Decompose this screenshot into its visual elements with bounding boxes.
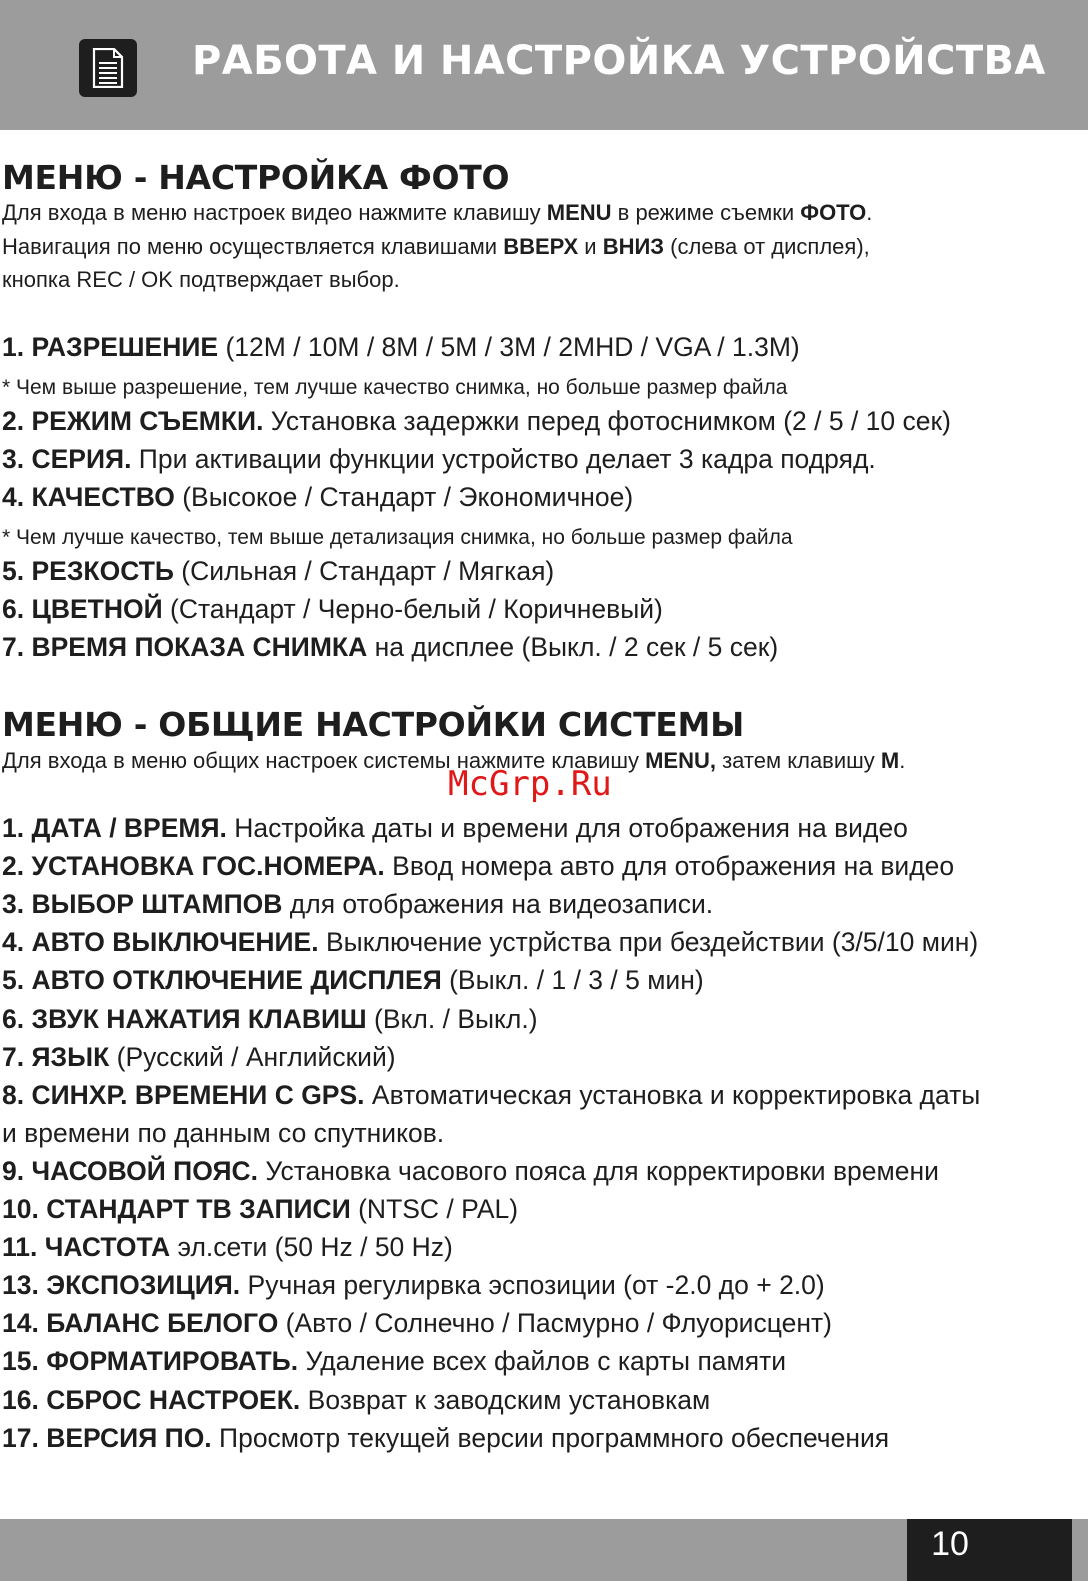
intro-text: .: [899, 748, 906, 773]
item-description: Ручная регулирвка эспозиции (от -2.0 до + 2.0): [240, 1270, 825, 1301]
item-description: для отображения на видеозаписи.: [282, 889, 714, 920]
item-description: Ввод номера авто для отображения на видео: [384, 851, 955, 882]
list-item: [2, 1156, 939, 1187]
item-label: ЦВЕТНОЙ: [31, 594, 163, 624]
list-item: [2, 594, 663, 625]
intro-keyword: M: [880, 748, 900, 773]
intro-text: Для входа в меню общих настроек системы нажмите клавишу: [2, 748, 646, 773]
intro-keyword: MENU,: [645, 748, 716, 773]
item-number: 15.: [2, 1346, 39, 1377]
intro-text: Навигация по меню осуществляется клавишами: [2, 233, 504, 259]
item-label: АВТО ВЫКЛЮЧЕНИЕ.: [31, 927, 319, 958]
item-description: эл.сети (50 Hz / 50 Hz): [170, 1232, 453, 1263]
list-item: [2, 406, 951, 437]
item-number: 17.: [2, 1422, 39, 1453]
item-description: (Выкл. / 1 / 3 / 5 мин): [441, 965, 704, 996]
item-number: 1.: [2, 332, 25, 362]
item-label: ФОРМАТИРОВАТЬ.: [46, 1346, 299, 1377]
list-item-continuation: и времени по данным со спутников.: [2, 1117, 445, 1148]
page-number-box: [907, 1519, 1072, 1581]
item-number: 6.: [2, 594, 25, 624]
list-item: [2, 1308, 832, 1339]
item-description: (Авто / Солнечно / Пасмурно / Флуорисцент): [278, 1308, 832, 1339]
item-description: (Вкл. / Выкл.): [366, 1003, 538, 1034]
list-item: [2, 851, 954, 882]
item-label: СИНХР. ВРЕМЕНИ С GPS.: [31, 1079, 365, 1110]
list-item: [2, 1423, 889, 1454]
intro-text: .: [866, 200, 873, 225]
list-item: [2, 1232, 453, 1263]
intro-keyword: ФОТО: [800, 200, 867, 225]
list-item: [2, 1042, 396, 1073]
item-label: ВРЕМЯ ПОКАЗА СНИМКА: [31, 632, 368, 662]
item-label: РЕЗКОСТЬ: [31, 556, 174, 586]
list-item: [2, 444, 876, 475]
item-description: Автоматическая установка и корректировка даты: [364, 1079, 981, 1110]
item-description: (NTSC / PAL): [350, 1194, 519, 1224]
item-number: 7.: [2, 632, 25, 662]
item-description: (Высокое / Стандарт / Экономичное): [174, 482, 634, 512]
item-label: ЯЗЫК: [31, 1041, 110, 1072]
list-item: [2, 889, 713, 920]
item-label: ЗВУК НАЖАТИЯ КЛАВИШ: [31, 1003, 367, 1034]
item-label: СЕРИЯ.: [31, 444, 132, 474]
intro-text: Для входа в меню настроек видео нажмите клавишу: [2, 200, 547, 225]
item-number: 3.: [2, 889, 25, 920]
item-label: ЧАСТОТА: [44, 1232, 171, 1263]
item-label: УСТАНОВКА ГОС.НОМЕРА.: [31, 851, 385, 882]
list-item: [2, 1270, 825, 1301]
item-label: АВТО ОТКЛЮЧЕНИЕ ДИСПЛЕЯ: [31, 965, 442, 996]
list-item: [2, 813, 908, 844]
item-description: Настройка даты и времени для отображения на видео: [226, 813, 908, 843]
list-item: [2, 556, 554, 587]
intro-text: и: [578, 233, 603, 259]
item-number: 7.: [2, 1041, 25, 1072]
item-number: 16.: [2, 1384, 39, 1415]
item-number: 5.: [2, 556, 25, 586]
list-item: [2, 482, 633, 513]
item-description: (Сильная / Стандарт / Мягкая): [173, 556, 555, 586]
item-description: При активации функции устройство делает 3 кадра подряд.: [131, 444, 876, 474]
page-number: 10: [931, 1525, 969, 1563]
item-number: 6.: [2, 1003, 25, 1034]
page-title: РАБОТА И НАСТРОЙКА УСТРОЙСТВА: [192, 38, 1046, 84]
item-number: 1.: [2, 813, 25, 843]
item-label: ДАТА / ВРЕМЯ.: [31, 813, 227, 843]
item-number: 9.: [2, 1155, 25, 1186]
intro-keyword: ВНИЗ: [602, 233, 665, 259]
list-item: [2, 1194, 518, 1225]
item-label: ЭКСПОЗИЦИЯ.: [46, 1270, 241, 1301]
item-number: 14.: [2, 1308, 39, 1339]
list-item: [2, 1385, 710, 1416]
item-label: СТАНДАРТ ТВ ЗАПИСИ: [46, 1194, 351, 1224]
photo-menu-title: МЕНЮ - НАСТРОЙКА ФОТО: [2, 158, 510, 197]
item-label: КАЧЕСТВО: [31, 482, 175, 512]
item-number: 2.: [2, 851, 25, 882]
intro-text: кнопка REC / OK подтверждает выбор.: [2, 267, 400, 292]
item-description: Удаление всех файлов с карты памяти: [298, 1346, 787, 1377]
item-description: Возврат к заводским установкам: [300, 1384, 711, 1415]
item-label: ЧАСОВОЙ ПОЯС.: [31, 1155, 259, 1186]
item-label: РЕЖИМ СЪЕМКИ.: [31, 406, 264, 436]
intro-keyword: MENU: [546, 200, 612, 225]
watermark: McGrp.Ru: [448, 764, 612, 804]
item-number: 5.: [2, 965, 25, 996]
list-item: [2, 632, 778, 663]
item-description: Просмотр текущей версии программного обеспечения: [211, 1422, 890, 1453]
list-item: [2, 965, 704, 996]
list-item: [2, 332, 800, 363]
footnote: * Чем лучше качество, тем выше детализация снимка, но больше размер файла: [2, 526, 793, 549]
intro-line: [2, 196, 872, 230]
document-icon: [79, 39, 137, 97]
item-description: Выключение устрйства при бездействии (3/5/10 мин): [318, 927, 979, 958]
item-description: на дисплее (Выкл. / 2 сек / 5 сек): [367, 632, 779, 662]
list-item: [2, 1346, 786, 1377]
item-number: 4.: [2, 927, 25, 958]
item-description: Установка задержки перед фотоснимком (2 / 5 / 10 сек): [263, 406, 951, 436]
item-number: 2.: [2, 406, 25, 436]
intro-text: в режиме съемки: [611, 200, 801, 225]
item-label: СБРОС НАСТРОЕК.: [46, 1384, 301, 1415]
item-description: (Стандарт / Черно-белый / Коричневый): [162, 594, 663, 624]
intro-keyword: ВВЕРХ: [503, 233, 579, 259]
list-item: [2, 927, 978, 958]
item-description: (12M / 10M / 8M / 5M / 3M / 2MHD / VGA / 1.3M): [218, 332, 800, 362]
item-number: 11.: [2, 1232, 38, 1263]
intro-text: (слева от дисплея),: [664, 233, 870, 259]
system-menu-title: МЕНЮ - ОБЩИЕ НАСТРОЙКИ СИСТЕМЫ: [2, 705, 744, 744]
intro-text: затем клавишу: [715, 748, 881, 773]
footnote: * Чем выше разрешение, тем лучше качество снимка, но больше размер файла: [2, 376, 788, 399]
list-item: [2, 1080, 980, 1111]
item-label: ВЕРСИЯ ПО.: [46, 1422, 212, 1453]
item-description: Установка часового пояса для корректировки времени: [258, 1155, 939, 1186]
item-number: 8.: [2, 1079, 25, 1110]
list-item: [2, 1004, 538, 1035]
item-number: 4.: [2, 482, 25, 512]
item-number: 10.: [2, 1194, 39, 1224]
intro-line: [2, 230, 870, 264]
item-label: РАЗРЕШЕНИЕ: [31, 332, 219, 362]
item-description: (Русский / Английский): [109, 1041, 396, 1072]
item-label: ВЫБОР ШТАМПОВ: [31, 889, 283, 920]
item-label: БАЛАНС БЕЛОГО: [46, 1308, 279, 1339]
intro-line: [2, 263, 400, 297]
item-number: 13.: [2, 1270, 39, 1301]
item-number: 3.: [2, 444, 25, 474]
